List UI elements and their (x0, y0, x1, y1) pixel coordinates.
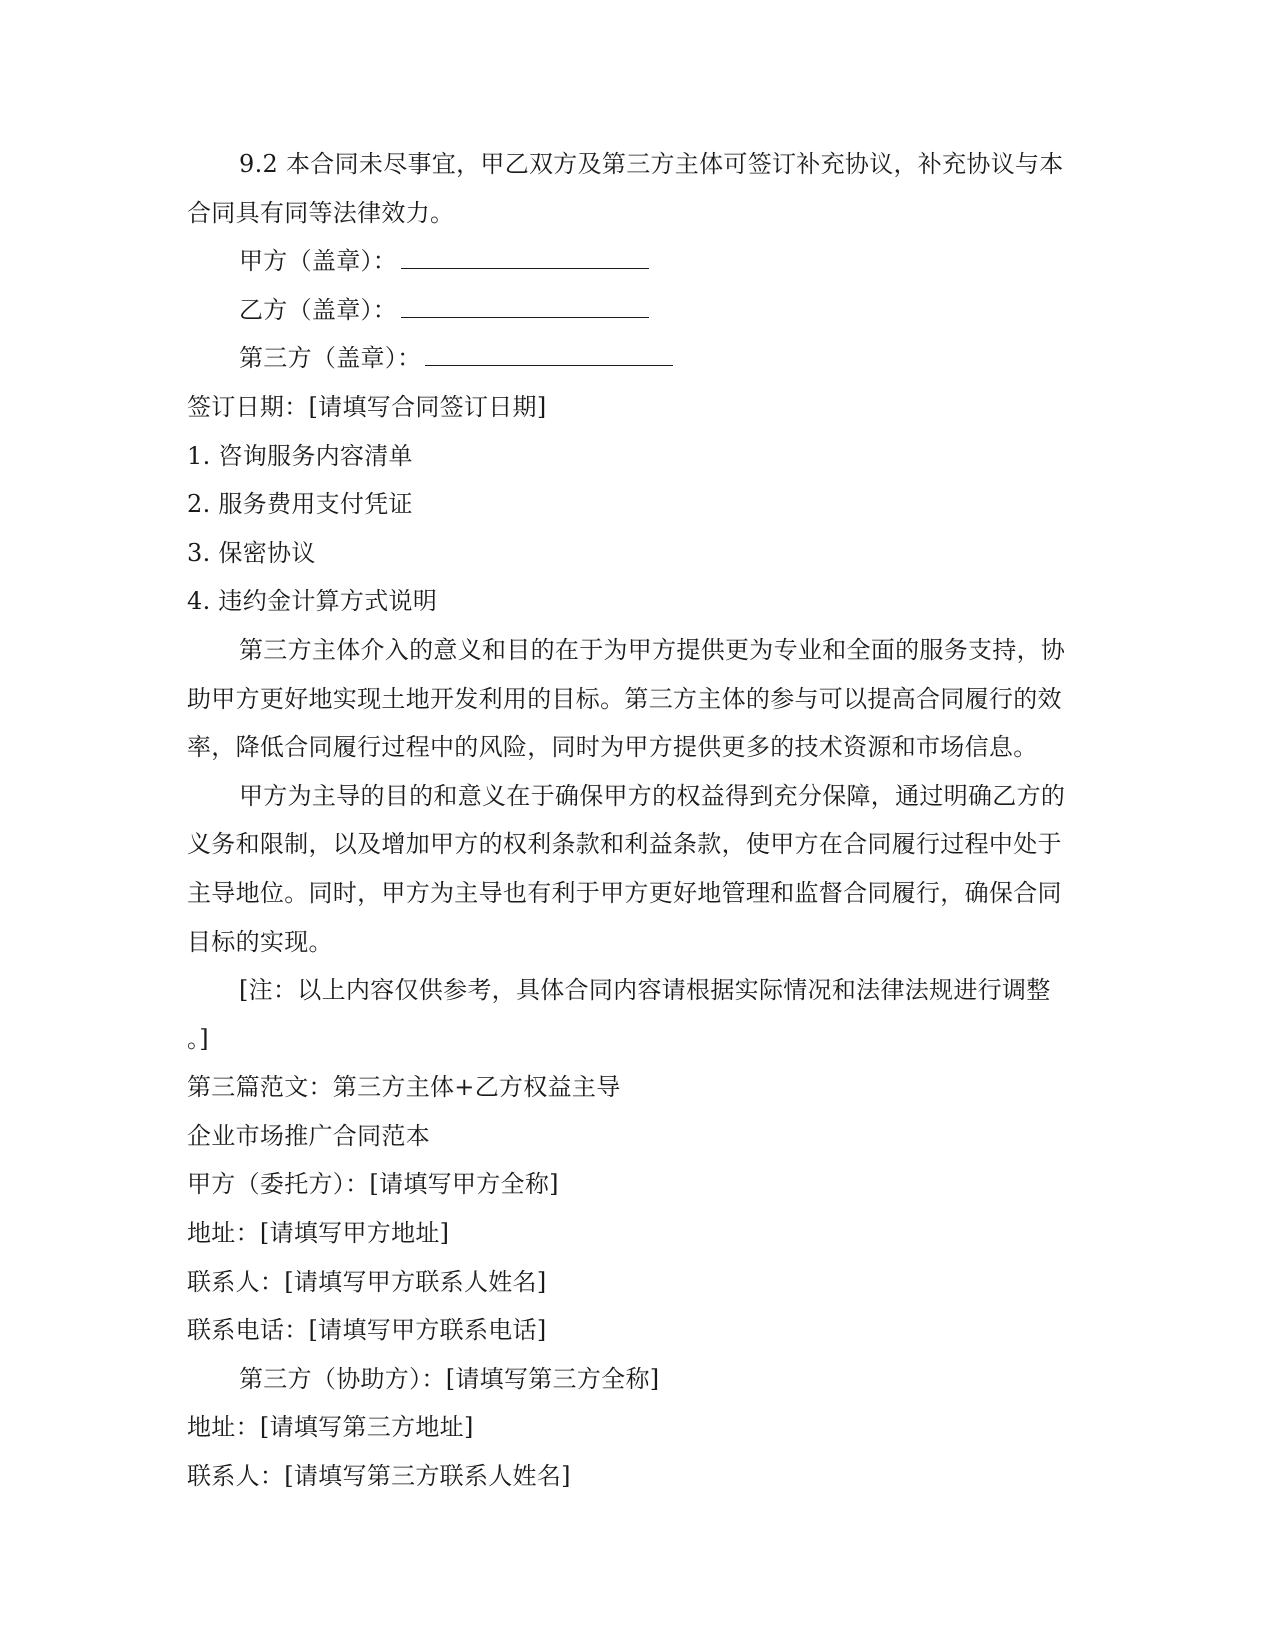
party-b-signature-line (187, 286, 1087, 335)
third-party-paragraph-line-2: 助甲方更好地实现土地开发利用的目标。第三方主体的参与可以提高合同履行的效 (187, 684, 1062, 713)
party-c-signature-label: 第三方（盖章）： (239, 344, 422, 373)
party-b-signature-label: 乙方（盖章）： (239, 295, 398, 324)
party-a-lead-paragraph-line-4: 目标的实现。 (187, 927, 333, 956)
clause-9-2-line-1: 9.2 本合同未尽事宜，甲乙双方及第三方主体可签订补充协议，补充协议与本 (239, 150, 1064, 178)
party-a-phone: 联系电话：[请填写甲方联系电话] (187, 1316, 547, 1345)
note-line-2: 。] (187, 1024, 209, 1053)
note-line-1: [注：以上内容仅供参考，具体合同内容请根据实际情况和法律法规进行调整 (239, 976, 1051, 1005)
party-c-address: 地址：[请填写第三方地址] (187, 1413, 474, 1442)
sign-date: 签订日期：[请填写合同签订日期] (187, 392, 547, 421)
party-a-signature-blank (401, 246, 649, 269)
third-party-paragraph-line-3: 率，降低合同履行过程中的风险，同时为甲方提供更多的技术资源和市场信息。 (187, 733, 1038, 762)
party-a-lead-paragraph-line-2: 义务和限制，以及增加甲方的权利条款和利益条款，使甲方在合同履行过程中处于 (187, 830, 1062, 859)
contract-title: 企业市场推广合同范本 (187, 1121, 430, 1150)
party-c-signature-line (187, 334, 1087, 383)
attachment-item-1: 1. 咨询服务内容清单 (187, 441, 413, 470)
party-a-contact: 联系人：[请填写甲方联系人姓名] (187, 1267, 547, 1296)
party-a-name: 甲方（委托方）：[请填写甲方全称] (187, 1170, 559, 1199)
attachment-item-3: 3. 保密协议 (187, 538, 316, 567)
third-party-paragraph-line-1: 第三方主体介入的意义和目的在于为甲方提供更为专业和全面的服务支持，协 (239, 635, 1066, 664)
attachment-item-4: 4. 违约金计算方式说明 (187, 587, 438, 616)
party-c-name: 第三方（协助方）：[请填写第三方全称] (239, 1364, 660, 1393)
clause-9-2-line-2: 合同具有同等法律效力。 (187, 198, 455, 227)
document-page (187, 140, 1087, 1501)
party-a-lead-paragraph-line-3: 主导地位。同时，甲方为主导也有利于甲方更好地管理和监督合同履行，确保合同 (187, 878, 1062, 907)
party-a-address: 地址：[请填写甲方地址] (187, 1219, 450, 1248)
attachment-item-2: 2. 服务费用支付凭证 (187, 490, 413, 519)
third-template-title: 第三篇范文：第三方主体+乙方权益主导 (187, 1073, 621, 1102)
party-a-lead-paragraph-line-1: 甲方为主导的目的和意义在于确保甲方的权益得到充分保障，通过明确乙方的 (239, 781, 1066, 810)
party-c-contact: 联系人：[请填写第三方联系人姓名] (187, 1462, 571, 1491)
party-b-signature-blank (401, 295, 649, 318)
party-c-signature-blank (425, 343, 673, 366)
party-a-signature-label: 甲方（盖章）： (239, 247, 398, 276)
party-a-signature-line (187, 237, 1087, 286)
